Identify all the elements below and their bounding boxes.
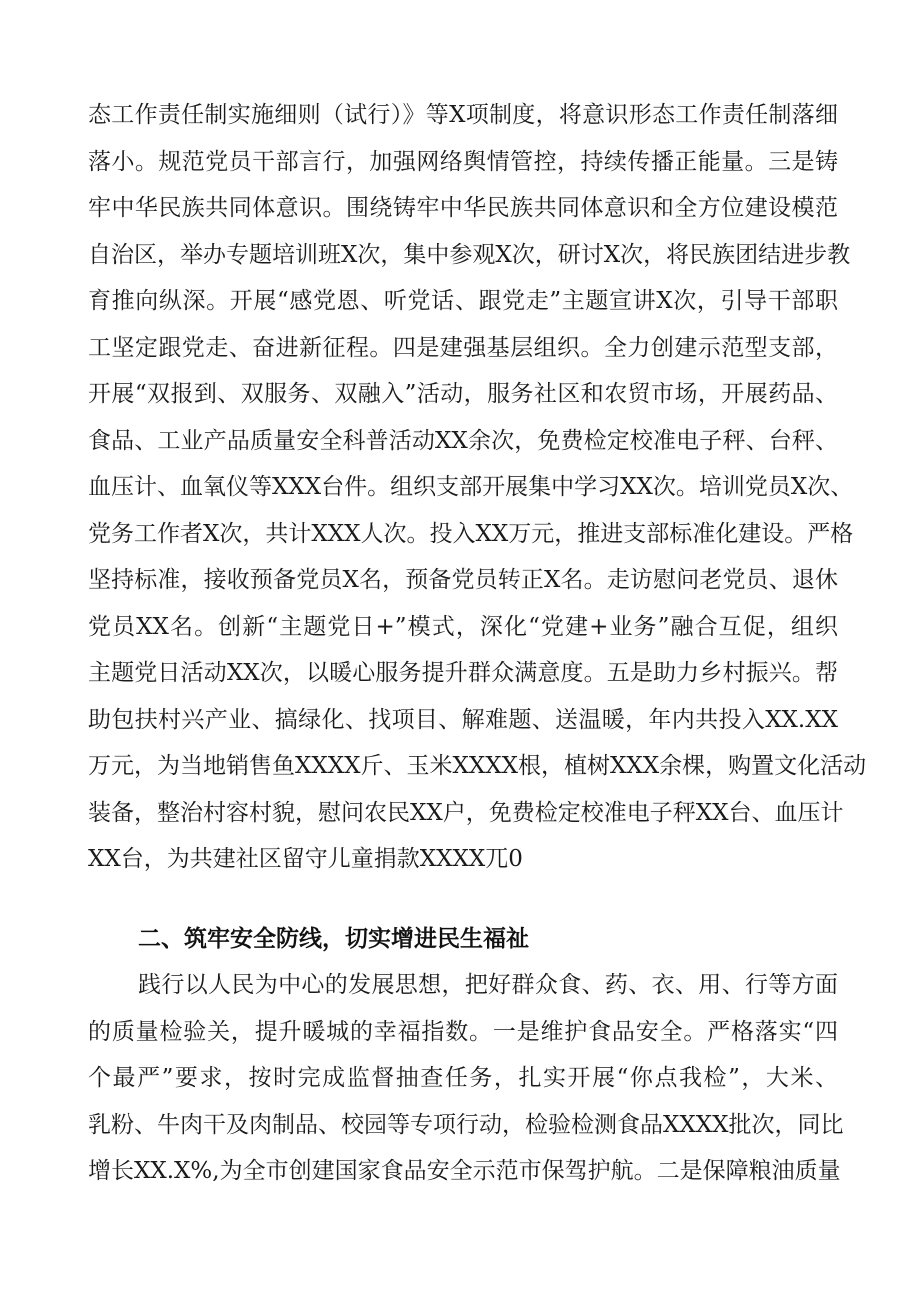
section-heading: 二、筑牢安全防线，切实增进民生福祉 — [138, 926, 529, 952]
text-line: 开展“双报到、双服务、双融入”活动，服务社区和农贸市场，开展药品、 — [88, 381, 838, 407]
text-line: 血压计、血氧仪等XXX台件。组织支部开展集中学习XX次。培训党员X次、 — [88, 474, 854, 500]
paragraph-continuation — [88, 92, 867, 883]
text-line: 增长XX.X%,为全市创建国家食品安全示范市保驾护航。二是保障粮油质量 — [88, 1158, 841, 1184]
text-line: 个最严”要求，按时完成监督抽查任务，扎实开展“你点我检”，大米、 — [88, 1065, 838, 1091]
text-line: 的质量检验关，提升暖城的幸福指数。一是维护食品安全。严格落实“四 — [88, 1018, 838, 1045]
text-line: 自治区，举办专题培训班X次，集中参观X次，研讨X次，将民族团结进步教 — [88, 241, 851, 268]
text-line: 践行以人民为中心的发展思想，把好群众食、药、衣、用、行等方面 — [138, 972, 838, 998]
text-line: 育推向纵深。开展“感党恩、听党话、跟党走”主题宣讲X次，引导干部职 — [88, 288, 838, 314]
text-line: 落小。规范党员干部言行，加强网络舆情管控，持续传播正能量。三是铸 — [88, 148, 838, 175]
text-line: 装备，整治村容村貌，慰问农民XX户，免费检定校准电子秤XX台、血压计 — [88, 799, 844, 826]
text-line: XX台，为共建社区留守儿童捐款XXXX兀0 — [88, 846, 523, 872]
text-line: 食品、工业产品质量安全科普活动XX余次，免费检定校准电子秤、台秤、 — [88, 427, 838, 454]
text-line: 主题党日活动XX次，以暖心服务提升群众满意度。五是助力乡村振兴。帮 — [88, 660, 838, 686]
text-line: 党员XX名。创新“主题党日+”模式，深化“党建+业务”融合互促，组织 — [88, 613, 838, 640]
text-line: 乳粉、牛肉干及肉制品、校园等专项行动，检验检测食品XXXX批次，同比 — [88, 1111, 844, 1138]
text-line: 万元，为当地销售鱼XXXX斤、玉米XXXX根，植树XXX余棵，购置文化活动 — [88, 753, 867, 779]
paragraph-people-livelihood — [88, 962, 844, 1195]
text-line: 工坚定跟党走、奋进新征程。四是建强基层组织。全力创建示范型支部， — [88, 334, 838, 361]
text-line: 坚持标准，接收预备党员X名，预备党员转正X名。走访慰问老党员、退休 — [88, 567, 838, 593]
text-line: 态工作责任制实施细则（试行）》等X项制度，将意识形态工作责任制落细 — [88, 102, 838, 128]
text-line: 牢中华民族共同体意识。围绕铸牢中华民族共同体意识和全方位建设模范 — [88, 195, 838, 221]
text-line: 助包扶村兴产业、搞绿化、找项目、解难题、送温暖，年内共投入XX.XX — [88, 706, 838, 733]
text-line: 党务工作者X次，共计XXX人次。投入XX万元，推进支部标准化建设。严格 — [88, 520, 854, 547]
